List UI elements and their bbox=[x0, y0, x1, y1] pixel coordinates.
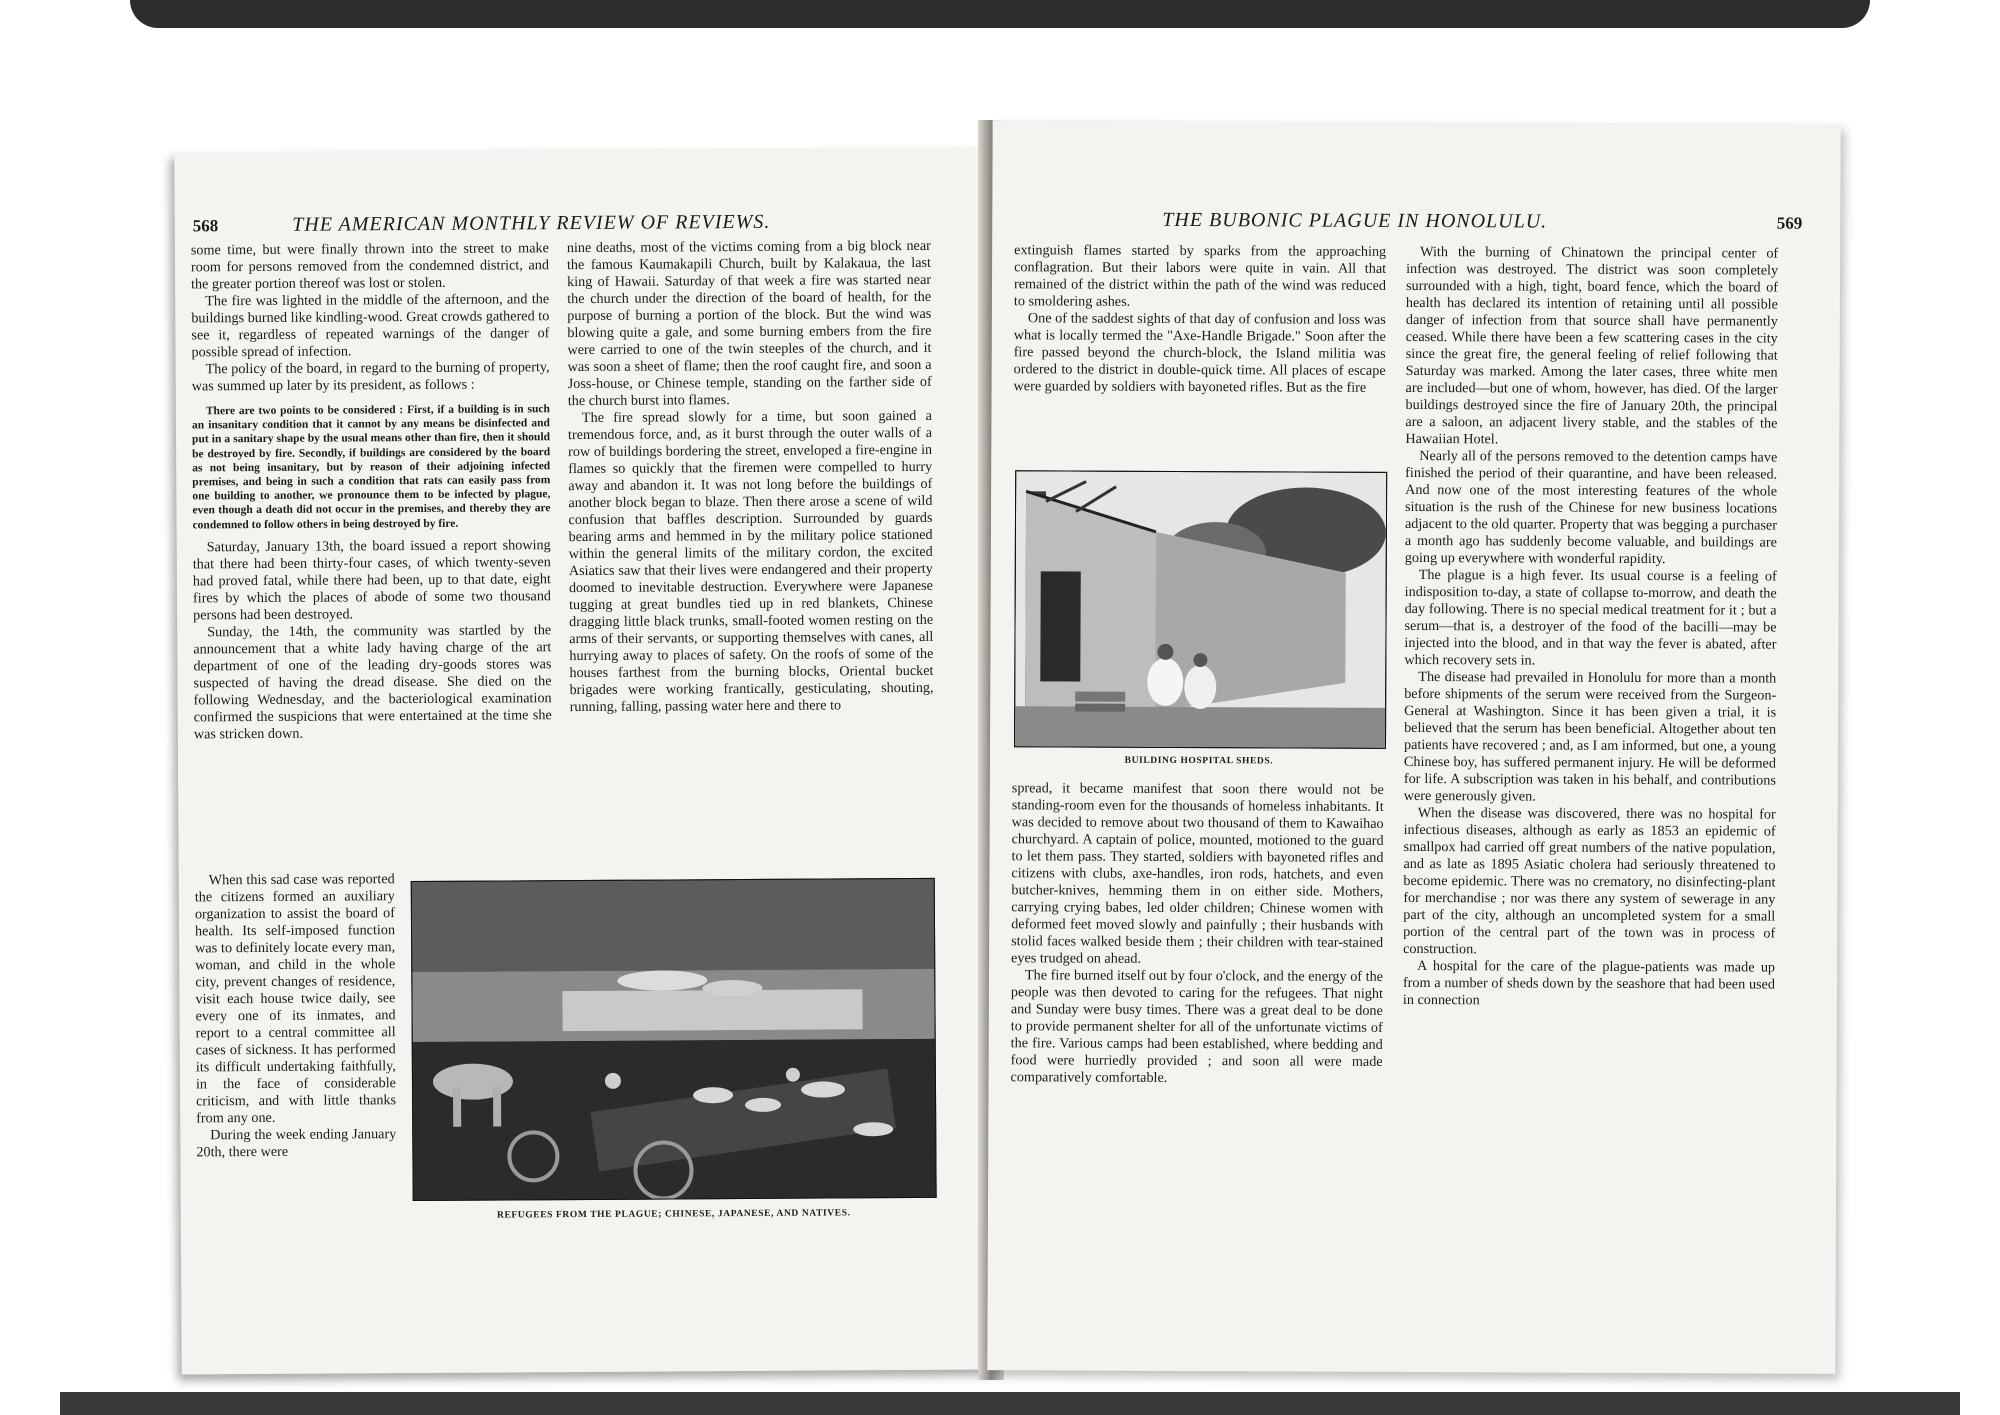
paragraph: When this sad case was reported the citizens formed an auxiliary organization to assist the board of health. Its self-imposed function was to definitely locate every man, woman, and child in the whole city, prevent changes of residence, visit each house twice daily, see every one of its inmates, and report to a central committee all cases of sickness. It has performed its difficult undertaking faithfully, in the face of considerable criticism, and with little thanks from any one. bbox=[194, 871, 397, 1127]
block-quote: There are two points to be considered : First, if a building is in such an insanitary condition that it cannot by any means be disinfected and put in a sanitary shape by the usual means other than fire, then it should be destroyed by fire. Secondly, if buildings are considered by the board as not being insanitary, but by reason of their adjoining infected premises, and being in such a condition that rats can easily pass from one building to another, we pronounce them to be infected by plague, even though a death did not occur in the premises, and thereby they are condemned to follow others in being destroyed by fire. bbox=[191, 403, 551, 532]
paragraph: Saturday, January 13th, the board issued a report showing that there had been thirty-four cases, of which twenty-seven had proved fatal, while there had been, up to that date, eight fires by which the places of abode of some two thousand persons had been destroyed. bbox=[192, 537, 552, 624]
paragraph: A hospital for the care of the plague-patients was made up from a number of sheds down by the seashore that had been used in connection bbox=[1402, 958, 1776, 1009]
scan-edge-top bbox=[130, 0, 1870, 28]
hospital-sheds-photo-caption: BUILDING HOSPITAL SHEDS. bbox=[1124, 755, 1274, 767]
scan-edge-bottom bbox=[60, 1392, 1960, 1415]
paragraph: The plague is a high fever. Its usual course is a feeling of indisposition to-day, a state of collapse to-morrow, and death the day following. There is no special medical treatment for it ; but a serum—that is, a destroyer of the food of the bacilli—may be injected into the blood, and in that way the fever is abated, after which recovery sets in. bbox=[1404, 567, 1777, 669]
paragraph: During the week ending January 20th, there were bbox=[196, 1126, 397, 1161]
page-number: 568 bbox=[192, 216, 219, 236]
paragraph: Nearly all of the persons removed to the detention camps have finished the period of their quarantine, and have been released. And now one of the most interesting features of the whole situation is the rush of the Chinese for new business locations adjacent to the old quarter. Property that was begging a purchaser a month ago has suddenly become valuable, and buildings are going up everywhere with wonderful rapidity. bbox=[1404, 448, 1778, 568]
hospital-sheds-photo-image bbox=[1015, 471, 1386, 748]
paragraph: One of the saddest sights of that day of confusion and loss was what is locally termed the "Axe-Handle Brigade." Soon after the fire passed beyond the church-block, the Island militia was ordered to the district in double-quick time. All places of escape were guarded by soldiers with bayoneted rifles. But as the fire bbox=[1013, 310, 1386, 396]
paragraph: some time, but were finally thrown into the street to make room for persons removed from the condemned district, and the greater portion thereof was lost or stolen. bbox=[190, 240, 550, 293]
left-column-1 bbox=[191, 240, 552, 743]
right-running-head bbox=[1162, 209, 1802, 242]
paragraph: When the disease was discovered, there was no hospital for infectious diseases, although as early as 1853 an epidemic of smallpox had carried off great numbers of the native population, and as late as 1895 Asiatic cholera had seriously threatened to become epidemic. There was no crematory, no disinfecting-plant for merchandise ; nor was there any system of sewerage in any part of the city, although an uncompleted system for a small portion of the central part of the town was in process of construction. bbox=[1403, 805, 1776, 958]
left-column-2 bbox=[567, 238, 934, 716]
paragraph: spread, it became manifest that soon there would not be standing-room even for the thousands of homeless inhabitants. It was decided to remove about two thousand of them to Kawaihao churchyard. A captain of police, mounted, motioned to the guard to let them pass. They started, soldiers with bayoneted rifles and citizens with clubs, axe-handles, iron rods, hatchets, and even butcher-knives, hemming them in on either side. Mothers, carrying crying babes, led older children; Chinese women with deformed feet moved slowly and painfully ; their husbands with stolid faces walked beside them ; their children with tear-stained eyes trudged on ahead. bbox=[1011, 780, 1384, 967]
refugees-photo-image bbox=[412, 879, 936, 1200]
right-column-1-bottom bbox=[1011, 780, 1384, 1088]
paragraph: With the burning of Chinatown the principal center of infection was destroyed. The district was soon completely surrounded with a high, tight, board fence, which the board of health has declared its intention of retaining until all possible danger of infection from that source shall have permanently ceased. While there have been a few scattering cases in the city since the great fire, the general feeling of relief following that Saturday was marked. Among the later cases, three white men are included—but one of whom, however, has died. Of the larger buildings destroyed since the fire of January 20th, the principal are a saloon, an adjacent livery stable, and the stables of the Hawaiian Hotel. bbox=[1405, 244, 1779, 448]
paragraph: The fire was lighted in the middle of the afternoon, and the buildings burned like kindling-wood. Great crowds gathered to see it, regardless of repeated warnings of the danger of possible spread of infection. bbox=[191, 291, 550, 361]
left-page bbox=[174, 148, 993, 1375]
paragraph: The fire burned itself out by four o'clock, and the energy of the people was then devoted to caring for the refugees. That night and Sunday were busy times. There was a great deal to be done to provide permanent shelter for all of the unfortunate victims of the fire. Various camps had been established, where bedding and food were hurriedly provided ; and soon all were made comparatively comfortable. bbox=[1010, 967, 1384, 1086]
hospital-sheds-photo bbox=[1014, 470, 1387, 749]
paragraph: extinguish flames started by sparks from the approaching conflagration. But their labors were quite in vain. All that remained of the district within the path of the wind was reduced to smoldering ashes. bbox=[1013, 242, 1387, 310]
refugees-photo bbox=[411, 878, 937, 1201]
right-page bbox=[987, 120, 1840, 1374]
refugees-photo-caption: REFUGEES FROM THE PLAGUE; CHINESE, JAPANESE, AND NATIVES. bbox=[496, 1208, 851, 1221]
paragraph: The fire spread slowly for a time, but soon gained a tremendous force, and, as it burst through the outer walls of a row of buildings bordering the street, enveloped a fire-engine in flames so quickly that the firemen were compelled to hurry away and abandon it. It was not long before the buildings of another block began to blaze. Then there arose a scene of wild confusion that baffles description. Surrounded by guards bearing arms and hemmed in by the military police stationed within the general limits of the military cordon, the excited Asiatics saw that their lives were endangered and their property doomed to inevitable destruction. Everywhere were Japanese tugging at great bundles tied up in red blankets, Chinese dragging little black trunks, small-footed women resting on the arms of their servants, or supporting themselves with canes, all hurrying away to places of safety. On the roofs of some of the houses farthest from the burning blocks, Oriental bucket brigades were working frantically, gesticulating, shouting, running, falling, passing water here and there to bbox=[567, 407, 934, 716]
running-head-title: THE AMERICAN MONTHLY REVIEW OF REVIEWS. bbox=[292, 210, 771, 236]
left-column-1-narrow bbox=[195, 871, 397, 1161]
paragraph: The disease had prevailed in Honolulu for more than a month before shipments of the serum were received from the Surgeon-General at Washington. Since it has been given a trial, it is believed that the serum has been beneficial. Altogether about ten patients have recovered ; and, as I am informed, but one, a young Chinese boy, has suffered permanent injury. He will be deformed for life. A subscription was taken in his behalf, and contributions were generously given. bbox=[1403, 669, 1777, 805]
page-number: 569 bbox=[1776, 213, 1803, 233]
paragraph: Sunday, the 14th, the community was startled by the announcement that a white lady having charge of the art department of one of the leading dry-goods stores was suspected of having the dread disease. She died on the following Wednesday, and the bacteriological examination confirmed the suspicions that were entertained at the time she was stricken down. bbox=[193, 622, 552, 743]
paragraph: The policy of the board, in regard to the burning of property, was summed up later by its president, as follows : bbox=[191, 359, 550, 395]
paragraph: nine deaths, most of the victims coming from a big block near the famous Kaumakapili Church, built by Kalakaua, the last king of Hawaii. Saturday of that week a fire was started near the church under the direction of the board of health, for the purpose of burning a portion of the block. But the wind was blowing quite a gale, and some burning embers from the fire were carried to one of the twin steeples of the church, and it was soon a sheet of flame; then the roof caught fire, and soon a Joss-house, or Chinese temple, standing on the farther side of the church burst into flames. bbox=[566, 237, 932, 410]
right-column-1-top bbox=[1014, 242, 1387, 397]
running-head-title: THE BUBONIC PLAGUE IN HONOLULU. bbox=[1162, 208, 1548, 233]
right-column-2 bbox=[1403, 244, 1778, 1011]
